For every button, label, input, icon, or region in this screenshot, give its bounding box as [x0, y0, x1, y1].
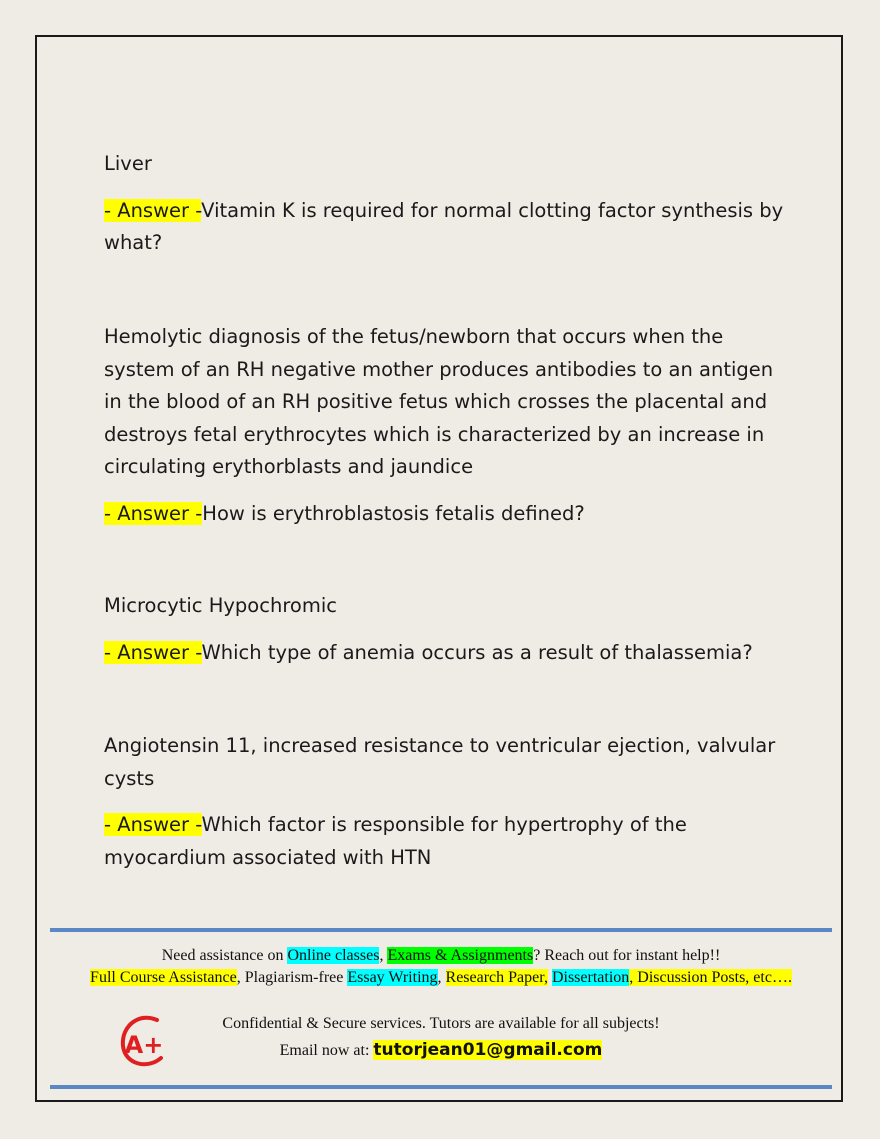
exams-assignments-link[interactable]: Exams & Assignments: [387, 947, 534, 964]
online-classes-link[interactable]: Online classes: [287, 947, 380, 964]
answer-line: [104, 498, 784, 531]
answer-line: [104, 195, 784, 260]
footer-text: ,: [437, 969, 446, 986]
question-text: Which type of anemia occurs as a result of thalassemia?: [201, 640, 753, 664]
discussion-posts-link[interactable]: , Discussion Posts, etc….: [629, 969, 792, 986]
qa-item-3: [104, 590, 784, 669]
logo-text: A+: [124, 1031, 164, 1059]
essay-writing-link[interactable]: Essay Writing: [347, 969, 438, 986]
footer-text: ? Reach out for instant help!!: [533, 947, 721, 964]
email-prefix: Email now at:: [279, 1042, 374, 1059]
qa-item-1: [104, 148, 784, 260]
footer-top-rule: [50, 928, 832, 932]
term-text: Angiotensin 11, increased resistance to ventricular ejection, valvular cysts: [104, 734, 776, 790]
answer-line: [104, 637, 784, 670]
research-paper-link[interactable]: Research Paper,: [445, 969, 548, 986]
email-link[interactable]: tutorjean01@gmail.com: [373, 1040, 603, 1060]
answer-label: - Answer -: [104, 501, 203, 525]
footer-bottom-rule: [50, 1085, 832, 1089]
qa-item-4: [104, 730, 784, 874]
question-text: How is erythroblastosis fetalis defined?: [202, 501, 585, 525]
term-text: Liver: [104, 152, 152, 175]
footer-email-line: [50, 1038, 832, 1063]
answer-label: - Answer -: [104, 813, 202, 836]
footer-text: , Plagiarism-free: [236, 969, 348, 986]
footer-promo: [50, 945, 832, 989]
answer-label: - Answer -: [104, 198, 202, 222]
footer-line-2: [50, 967, 832, 989]
footer-text: Need assistance on: [161, 947, 288, 964]
footer-text: ,: [379, 947, 388, 964]
footer-line-1: [50, 945, 832, 967]
footer-line-3: Confidential & Secure services. Tutors are available for all subjects!: [222, 1015, 660, 1032]
term-text: Microcytic Hypochromic: [104, 594, 337, 617]
term-text: Hemolytic diagnosis of the fetus/newborn that occurs when the system of an RH negative mother produces antibodies to an antigen in the blood of an RH positive fetus which crosses the placental and destroys fetal erythrocytes which is characterized by an increase in circulating erythorblasts and jaundice: [104, 325, 774, 478]
dissertation-link[interactable]: Dissertation: [551, 969, 630, 986]
full-course-link[interactable]: Full Course Assistance: [90, 969, 237, 986]
answer-label: - Answer -: [104, 640, 202, 664]
answer-line: [104, 809, 784, 874]
qa-item-2: [104, 321, 784, 530]
question-text: Which factor is responsible for hypertrophy of the myocardium associated with HTN: [104, 813, 687, 869]
question-text: Vitamin K is required for normal clotting factor synthesis by what?: [104, 198, 784, 254]
